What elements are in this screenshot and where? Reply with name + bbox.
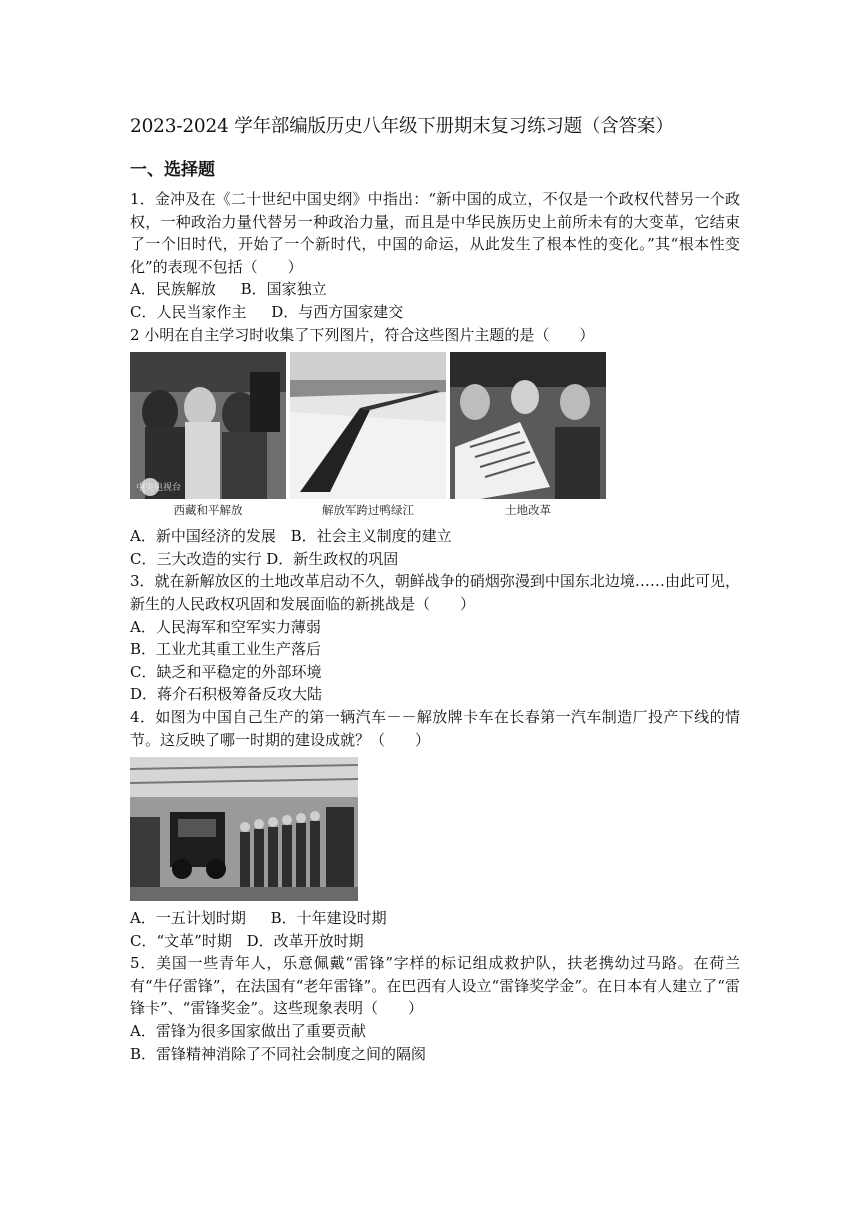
- figure-land-reform: [450, 352, 606, 521]
- question-2-figure-row: [130, 352, 606, 521]
- section-heading: 一、选择题: [130, 160, 215, 180]
- photo-first-truck: [130, 757, 358, 901]
- photo-yalu-river-crossing: [290, 352, 446, 499]
- question-1: [130, 188, 740, 324]
- question-5-stem: 5．美国一些青年人，乐意佩戴“雷锋”字样的标记组成救护队，扶老携幼过马路。在荷兰有“牛仔雷锋”，在法国有“老年雷锋”。在巴西有人设立“雷锋奖学金”。在日本有人建立了“雷锋卡”、“雷锋奖金”。这些现象表明（ ）: [130, 954, 740, 1018]
- question-3-stem: 3．就在新解放区的土地改革启动不久，朝鲜战争的硝烟弥漫到中国东北边境……由此可见，新生的人民政权巩固和发展面临的新挑战是（ ）: [130, 572, 740, 613]
- caption-tibet: 西藏和平解放: [173, 503, 243, 518]
- document-title: 2023-2024 学年部编版历史八年级下册期末复习练习题（含答案）: [130, 116, 674, 137]
- question-2: [130, 324, 740, 571]
- question-2-option-a[interactable]: A．新中国经济的发展: [130, 527, 276, 546]
- caption-land-reform: 土地改革: [505, 503, 551, 518]
- question-3-option-c[interactable]: C．缺乏和平稳定的外部环境: [130, 662, 322, 681]
- figure-yalu: [290, 352, 446, 521]
- question-3-option-a[interactable]: A．人民海军和空军实力薄弱: [130, 617, 321, 636]
- question-1-option-a[interactable]: A．民族解放: [130, 280, 216, 299]
- question-4-stem: 4．如图为中国自己生产的第一辆汽车－－解放牌卡车在长春第一汽车制造厂投产下线的情节。这反映了哪一时期的建设成就？（ ）: [130, 707, 740, 749]
- photo-land-reform: [450, 352, 606, 499]
- question-2-option-c[interactable]: C．三大改造的实行: [130, 549, 262, 568]
- question-2-option-b[interactable]: B．社会主义制度的建立: [290, 527, 452, 546]
- question-3: [130, 570, 740, 706]
- question-2-options-row-1: [130, 525, 740, 548]
- question-1-option-b[interactable]: B．国家独立: [240, 280, 327, 299]
- photo-watermark: 中央电视台: [136, 483, 182, 494]
- question-5-option-a[interactable]: A．雷锋为很多国家做出了重要贡献: [130, 1022, 366, 1041]
- question-4: [130, 706, 740, 952]
- question-1-option-c[interactable]: C．人民当家作主: [130, 302, 247, 321]
- photo-tibet-liberation: [130, 352, 286, 499]
- question-1-stem: 1．金冲及在《二十世纪中国史纲》中指出：“新中国的成立，不仅是一个政权代替另一个政权，一种政治力量代替另一种政治力量，而且是中华民族历史上前所未有的大变革，它结束了一个旧时代，开始了一个新时代，中国的命运，从此发生了根本性的变化。”其“根本性变化”的表现不包括（ ）: [130, 190, 740, 276]
- worksheet-page: [130, 112, 740, 1065]
- question-4-options-row-2: [130, 930, 740, 953]
- question-2-option-d[interactable]: D．新生政权的巩固: [266, 549, 399, 568]
- question-1-options-row-1: [130, 278, 740, 301]
- caption-yalu: 解放军跨过鸭绿江: [322, 503, 414, 518]
- question-4-option-d[interactable]: D．改革开放时期: [246, 931, 364, 950]
- question-4-option-c[interactable]: C．“文革”时期: [130, 931, 232, 950]
- question-4-option-b[interactable]: B．十年建设时期: [270, 909, 387, 928]
- question-2-options-row-2: [130, 548, 740, 571]
- question-3-option-b[interactable]: B．工业尤其重工业生产落后: [130, 640, 322, 659]
- question-1-option-d[interactable]: D．与西方国家建交: [271, 302, 404, 321]
- question-3-option-d[interactable]: D．蒋介石积极筹备反攻大陆: [130, 685, 323, 704]
- question-4-option-a[interactable]: A．一五计划时期: [130, 909, 246, 928]
- question-4-options-row-1: [130, 907, 740, 930]
- question-1-options-row-2: [130, 301, 740, 324]
- question-2-stem: 2 小明在自主学习时收集了下列图片，符合这些图片主题的是（ ）: [130, 325, 595, 344]
- figure-tibet: [130, 352, 286, 521]
- question-5-option-b[interactable]: B．雷锋精神消除了不同社会制度之间的隔阂: [130, 1044, 427, 1063]
- question-5: [130, 952, 740, 1065]
